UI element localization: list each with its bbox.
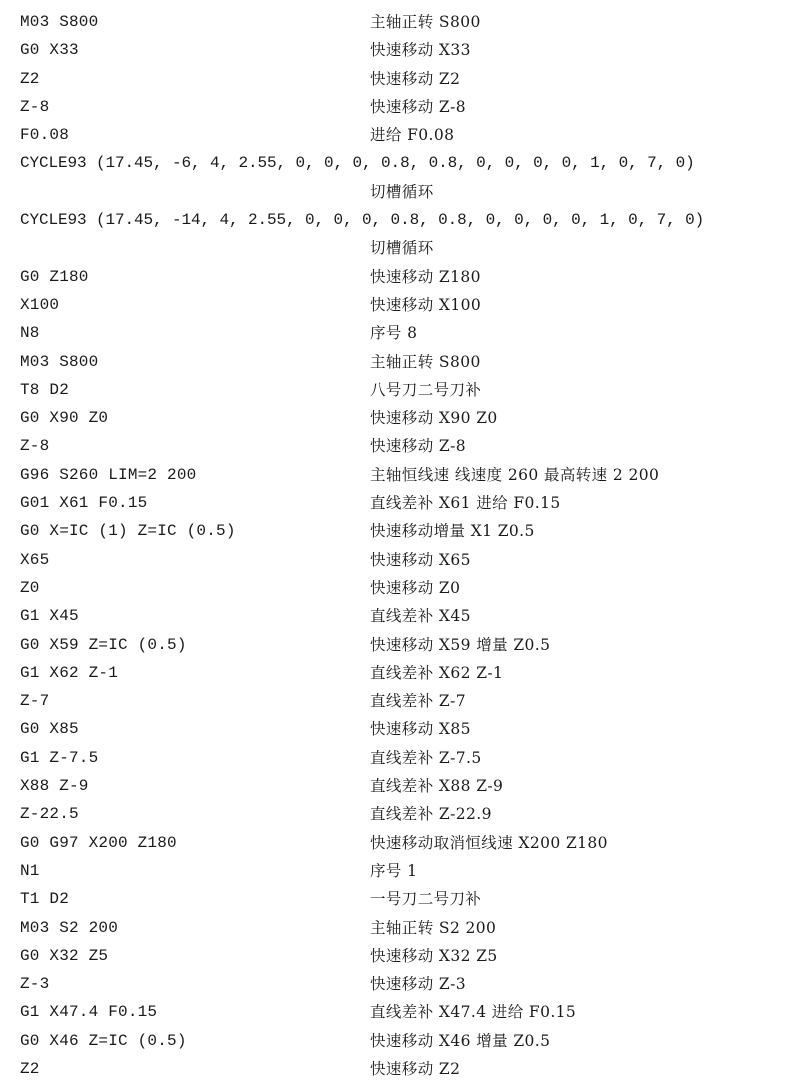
code-text: Z-8 bbox=[20, 437, 50, 456]
program-line-comment-only bbox=[20, 234, 785, 262]
program-line bbox=[20, 121, 785, 149]
program-line bbox=[20, 291, 785, 319]
code-text: G1 X47.4 F0.15 bbox=[20, 1003, 158, 1022]
comment-text: 直线差补 X62 Z-1 bbox=[370, 663, 504, 682]
program-line bbox=[20, 65, 785, 93]
comment-text: 直线差补 X61 进给 F0.15 bbox=[370, 494, 561, 513]
code-text: Z2 bbox=[20, 69, 40, 88]
code-text: G1 Z-7.5 bbox=[20, 748, 99, 767]
comment-text: 序号 8 bbox=[370, 324, 418, 343]
code-text: G0 X32 Z5 bbox=[20, 946, 109, 965]
program-line bbox=[20, 319, 785, 347]
code-text: G0 Z180 bbox=[20, 267, 89, 286]
comment-text: 一号刀二号刀补 bbox=[370, 890, 482, 909]
program-line bbox=[20, 659, 785, 687]
comment-text: 快速移动 X59 增量 Z0.5 bbox=[370, 635, 551, 654]
program-line bbox=[20, 432, 785, 460]
comment-text: 切槽循环 bbox=[370, 182, 434, 201]
program-line bbox=[20, 574, 785, 602]
program-listing bbox=[20, 8, 785, 1083]
comment-text: 主轴恒线速 线速度 260 最高转速 2 200 bbox=[370, 465, 660, 484]
comment-text: 快速移动 X33 bbox=[370, 41, 471, 60]
program-line bbox=[20, 489, 785, 517]
cycle-code-text: CYCLE93 (17.45, -6, 4, 2.55, 0, 0, 0, 0.8, 0.8, 0, 0, 0, 0, 1, 0, 7, 0) bbox=[20, 154, 695, 173]
program-line bbox=[20, 885, 785, 913]
program-line bbox=[20, 970, 785, 998]
code-text: G0 X85 bbox=[20, 720, 79, 739]
comment-text: 快速移动 X32 Z5 bbox=[370, 946, 498, 965]
program-line-full bbox=[20, 149, 785, 177]
comment-text: 快速移动 Z2 bbox=[370, 69, 461, 88]
code-text: Z-3 bbox=[20, 975, 50, 994]
code-text: X65 bbox=[20, 550, 50, 569]
code-text: X100 bbox=[20, 295, 60, 314]
program-line bbox=[20, 461, 785, 489]
code-text: T8 D2 bbox=[20, 380, 70, 399]
program-line bbox=[20, 800, 785, 828]
program-line bbox=[20, 914, 785, 942]
comment-text: 快速移动 Z180 bbox=[370, 267, 481, 286]
comment-text: 快速移动取消恒线速 X200 Z180 bbox=[370, 833, 608, 852]
code-text: G0 X90 Z0 bbox=[20, 409, 109, 428]
code-text: Z0 bbox=[20, 578, 40, 597]
code-text: G0 G97 X200 Z180 bbox=[20, 833, 177, 852]
comment-text: 快速移动增量 X1 Z0.5 bbox=[370, 522, 535, 541]
program-line bbox=[20, 602, 785, 630]
comment-text: 快速移动 Z2 bbox=[370, 1059, 461, 1078]
code-text: F0.08 bbox=[20, 126, 70, 145]
code-text: G0 X=IC (1) Z=IC (0.5) bbox=[20, 522, 236, 541]
program-line bbox=[20, 517, 785, 545]
code-text: G0 X59 Z=IC (0.5) bbox=[20, 635, 187, 654]
program-line bbox=[20, 1027, 785, 1055]
program-line bbox=[20, 715, 785, 743]
code-text: N1 bbox=[20, 861, 40, 880]
program-line bbox=[20, 942, 785, 970]
code-text: X88 Z-9 bbox=[20, 777, 89, 796]
comment-text: 快速移动 Z0 bbox=[370, 578, 461, 597]
comment-text: 主轴正转 S800 bbox=[370, 352, 481, 371]
program-line bbox=[20, 829, 785, 857]
comment-text: 主轴正转 S2 200 bbox=[370, 918, 497, 937]
cycle-code-text: CYCLE93 (17.45, -14, 4, 2.55, 0, 0, 0, 0.8, 0.8, 0, 0, 0, 0, 1, 0, 7, 0) bbox=[20, 211, 705, 230]
program-line bbox=[20, 1055, 785, 1083]
code-text: M03 S2 200 bbox=[20, 918, 119, 937]
comment-text: 序号 1 bbox=[370, 861, 418, 880]
program-line bbox=[20, 348, 785, 376]
code-text: T1 D2 bbox=[20, 890, 70, 909]
comment-text: 快速移动 X100 bbox=[370, 295, 482, 314]
comment-text: 进给 F0.08 bbox=[370, 126, 455, 145]
comment-text: 直线差补 X88 Z-9 bbox=[370, 777, 504, 796]
program-line bbox=[20, 744, 785, 772]
comment-text: 直线差补 Z-7.5 bbox=[370, 748, 482, 767]
code-text: Z-22.5 bbox=[20, 805, 79, 824]
comment-text: 八号刀二号刀补 bbox=[370, 380, 482, 399]
program-line-full bbox=[20, 206, 785, 234]
code-text: G0 X33 bbox=[20, 41, 79, 60]
comment-text: 快速移动 X46 增量 Z0.5 bbox=[370, 1031, 551, 1050]
program-line-comment-only bbox=[20, 178, 785, 206]
comment-text: 直线差补 Z-7 bbox=[370, 692, 466, 711]
code-text: M03 S800 bbox=[20, 352, 99, 371]
comment-text: 快速移动 Z-8 bbox=[370, 437, 466, 456]
comment-text: 直线差补 X45 bbox=[370, 607, 471, 626]
comment-text: 直线差补 Z-22.9 bbox=[370, 805, 492, 824]
program-line bbox=[20, 772, 785, 800]
program-line bbox=[20, 404, 785, 432]
code-text: N8 bbox=[20, 324, 40, 343]
code-text: G96 S260 LIM=2 200 bbox=[20, 465, 197, 484]
comment-text: 切槽循环 bbox=[370, 239, 434, 258]
code-text: G01 X61 F0.15 bbox=[20, 494, 148, 513]
program-line bbox=[20, 376, 785, 404]
comment-text: 快速移动 X90 Z0 bbox=[370, 409, 498, 428]
code-text: Z2 bbox=[20, 1059, 40, 1078]
comment-text: 快速移动 X65 bbox=[370, 550, 471, 569]
comment-text: 主轴正转 S800 bbox=[370, 13, 481, 31]
code-text: G0 X46 Z=IC (0.5) bbox=[20, 1031, 187, 1050]
code-text: Z-7 bbox=[20, 692, 50, 711]
program-line bbox=[20, 546, 785, 574]
comment-text: 快速移动 Z-3 bbox=[370, 975, 466, 994]
code-text: Z-8 bbox=[20, 97, 50, 116]
program-line bbox=[20, 93, 785, 121]
program-line bbox=[20, 998, 785, 1026]
program-line bbox=[20, 857, 785, 885]
program-line bbox=[20, 8, 785, 36]
program-line bbox=[20, 36, 785, 64]
code-text: G1 X45 bbox=[20, 607, 79, 626]
code-text: M03 S800 bbox=[20, 13, 99, 31]
code-text: G1 X62 Z-1 bbox=[20, 663, 119, 682]
comment-text: 快速移动 X85 bbox=[370, 720, 471, 739]
program-line bbox=[20, 687, 785, 715]
program-line bbox=[20, 263, 785, 291]
comment-text: 快速移动 Z-8 bbox=[370, 97, 466, 116]
program-line bbox=[20, 631, 785, 659]
comment-text: 直线差补 X47.4 进给 F0.15 bbox=[370, 1003, 577, 1022]
